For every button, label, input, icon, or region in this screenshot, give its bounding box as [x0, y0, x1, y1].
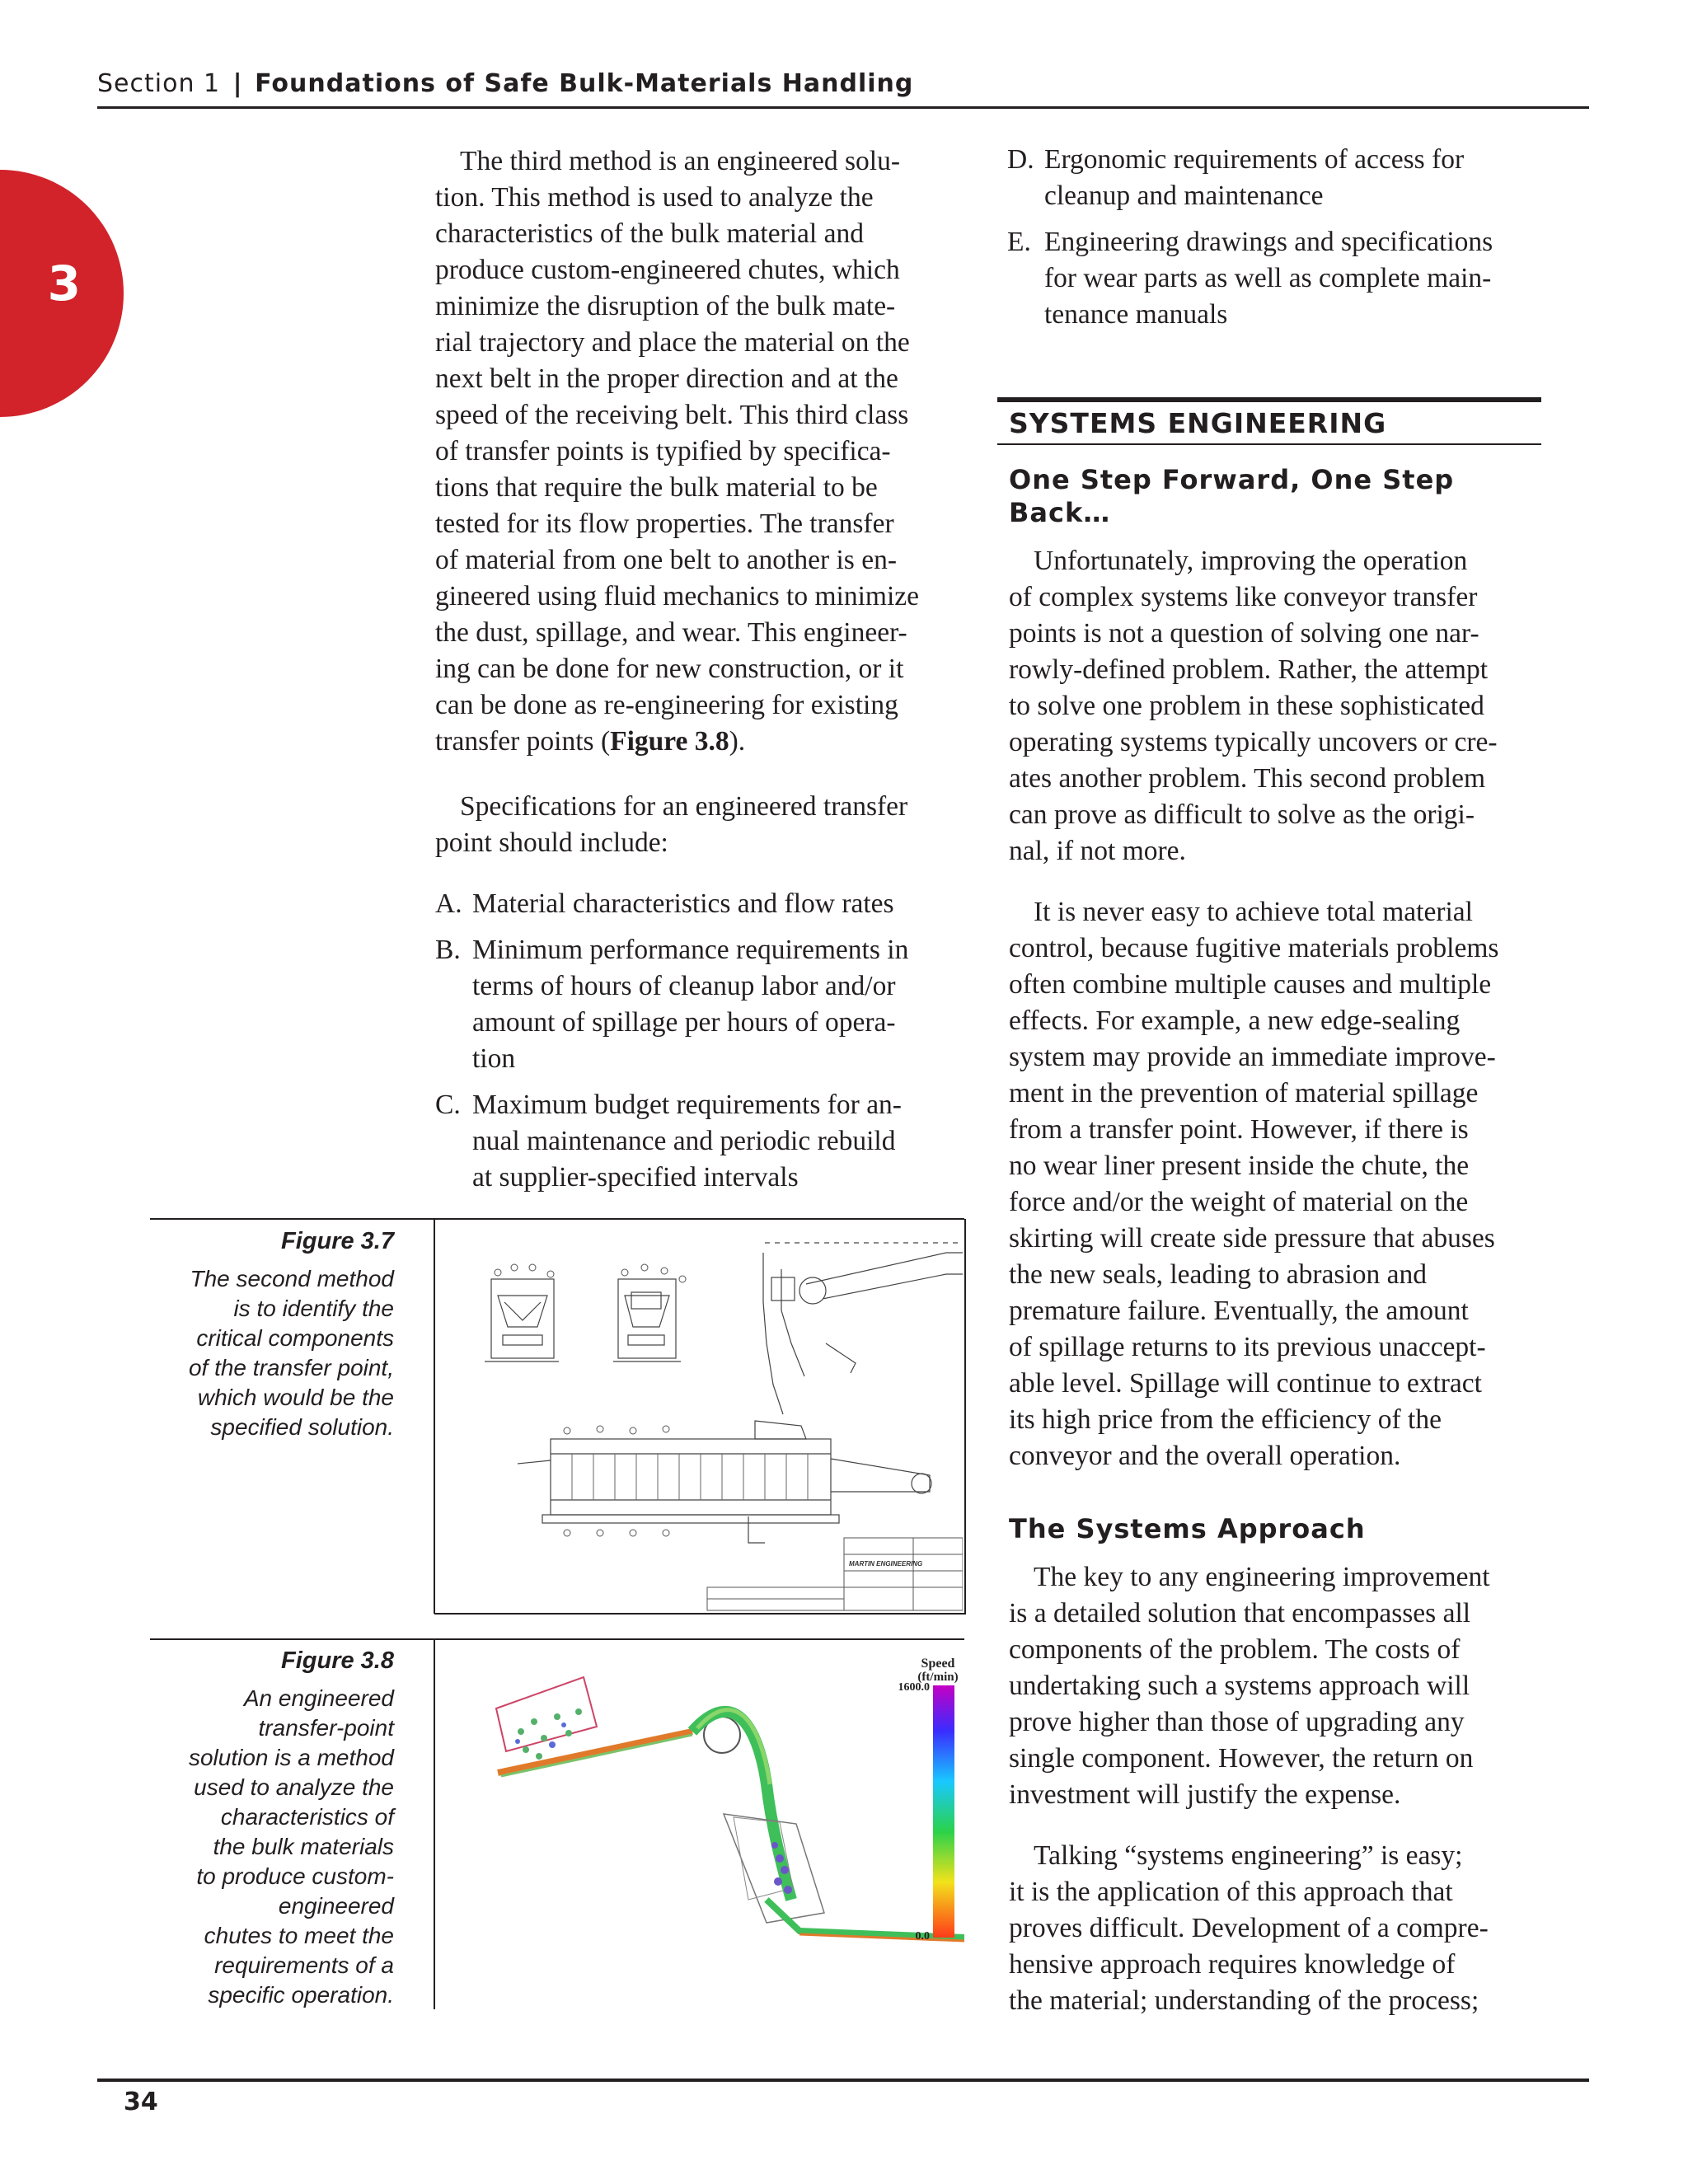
figure-3-8-flow-simulation — [486, 1652, 964, 1957]
subheading-systems-approach: The Systems Approach — [1009, 1513, 1366, 1544]
text-line: components of the problem. The costs of — [1009, 1634, 1461, 1665]
text-line: Engineering drawings and specifications — [1044, 227, 1493, 257]
text-line: can prove as difficult to solve as the origi- — [1009, 799, 1475, 830]
figure-3-8-caption — [150, 1644, 394, 2010]
text-line: of transfer points is typified by specifica- — [435, 436, 891, 466]
list-item — [435, 932, 967, 1077]
right-paragraph-3 — [1009, 1559, 1540, 1813]
caption-line: engineered — [278, 1893, 394, 1919]
text-line: effects. For example, a new edge-sealing — [1009, 1005, 1461, 1036]
text-line: single component. However, the return on — [1009, 1743, 1474, 1774]
text-line: minimize the disruption of the bulk mate- — [435, 291, 896, 321]
text-line: prove higher than those of upgrading any — [1009, 1707, 1465, 1737]
caption-line: specified solution. — [210, 1414, 394, 1440]
text-line: for wear parts as well as complete main- — [1044, 263, 1492, 293]
figure-label: Figure 3.8 — [281, 1647, 394, 1674]
figure-reference: Figure 3.8 — [610, 726, 729, 757]
caption-line: requirements of a — [214, 1952, 394, 1978]
spec-list-left — [435, 886, 967, 1196]
text-line: gineered using fluid mechanics to minimize — [435, 581, 920, 612]
text-line: cleanup and maintenance — [1044, 180, 1324, 211]
legend-min: 0.0 — [915, 1930, 930, 1943]
running-header — [97, 69, 1589, 109]
subheading-one-step — [1009, 463, 1536, 529]
text-line: ment in the prevention of material spillage — [1009, 1078, 1479, 1108]
text-line: to solve one problem in these sophisticated — [1009, 691, 1484, 721]
text-line: the material; understanding of the process; — [1009, 1985, 1479, 2016]
list-letter: C. — [435, 1090, 461, 1120]
left-paragraph-2 — [435, 789, 963, 861]
figure-3-8-rule — [150, 1638, 964, 1640]
text-line: often combine multiple causes and multiple — [1009, 969, 1492, 1000]
text-line: investment will justify the expense. — [1009, 1779, 1401, 1810]
caption-line: characteristics of — [220, 1804, 394, 1830]
page-number: 34 — [124, 2088, 158, 2116]
text-line: the dust, spillage, and wear. This engineer- — [435, 617, 907, 648]
text-line: tion. This method is used to analyze the — [435, 182, 874, 213]
cross-section-a — [491, 1279, 554, 1358]
text-line: Material characteristics and flow rates — [472, 888, 894, 919]
caption-line: critical components — [196, 1325, 394, 1351]
list-letter: A. — [435, 888, 462, 919]
section-label: Section 1 — [97, 69, 221, 98]
text-line: speed of the receiving belt. This third class — [435, 400, 909, 430]
title-block — [844, 1538, 963, 1610]
list-letter: D. — [1007, 144, 1034, 175]
caption-line: An engineered — [243, 1685, 394, 1711]
text-line: its high price from the efficiency of the — [1009, 1404, 1442, 1435]
text-line: Talking “systems engineering” is easy; — [1034, 1840, 1463, 1871]
text-fragment: transfer points ( — [435, 726, 611, 757]
caption-line: The second method — [190, 1266, 394, 1291]
chapter-tab — [0, 170, 124, 417]
header-rule — [97, 106, 1589, 109]
text-line: Specifications for an engineered transfer — [460, 791, 908, 822]
text-line: The key to any engineering improvement — [1034, 1562, 1490, 1592]
text-line: tion — [472, 1043, 516, 1074]
text-line: skirting will create side pressure that abuses — [1009, 1223, 1495, 1254]
figure-caption-text — [150, 1264, 394, 1442]
text-line: next belt in the proper direction and at the — [435, 363, 898, 394]
text-line: points is not a question of solving one nar- — [1009, 618, 1479, 649]
section-title: Foundations of Safe Bulk-Materials Handling — [255, 69, 914, 98]
text-line: point should include: — [435, 827, 668, 858]
right-paragraph-1 — [1009, 543, 1540, 869]
text-line — [435, 724, 963, 760]
text-line: no wear liner present inside the chute, the — [1009, 1151, 1470, 1181]
text-line: tions that require the bulk material to be — [435, 472, 878, 503]
text-line: force and/or the weight of material on the — [1009, 1187, 1469, 1217]
legend-title: Speed — [921, 1657, 955, 1671]
text-line: is a detailed solution that encompasses all — [1009, 1598, 1471, 1629]
text-line: rowly-defined problem. Rather, the attempt — [1009, 654, 1488, 685]
text-line: can be done as re-engineering for existing — [435, 690, 898, 720]
text-line: of complex systems like conveyor transfer — [1009, 582, 1478, 612]
caption-line: to produce custom- — [196, 1863, 394, 1889]
figure-3-7-caption — [150, 1225, 394, 1442]
cross-section-b — [618, 1279, 676, 1358]
text-line: control, because fugitive materials problems — [1009, 933, 1499, 963]
text-line: tested for its flow properties. The transfer — [435, 509, 894, 539]
list-letter: E. — [1007, 227, 1031, 257]
text-line: rial trajectory and place the material on the — [435, 327, 910, 358]
text-line: premature failure. Eventually, the amount — [1009, 1296, 1469, 1326]
text-line: at supplier-specified intervals — [472, 1162, 799, 1193]
conveyor-elevation — [551, 1439, 831, 1515]
list-item — [435, 886, 967, 922]
text-fragment: ). — [729, 726, 746, 757]
list-item — [1007, 142, 1543, 214]
text-line: The third method is an engineered solu- — [460, 146, 900, 176]
text-line: ates another problem. This second problem — [1009, 763, 1486, 794]
text-line: of spillage returns to its previous unaccept- — [1009, 1332, 1486, 1362]
text-line: Back… — [1009, 497, 1111, 528]
text-line: the new seals, leading to abrasion and — [1009, 1259, 1427, 1290]
text-line: It is never easy to achieve total material — [1034, 897, 1473, 927]
caption-line: which would be the — [197, 1385, 394, 1410]
left-paragraph-1 — [435, 143, 963, 760]
legend-unit: (ft/min) — [917, 1671, 959, 1684]
text-line: produce custom-engineered chutes, which — [435, 255, 900, 285]
caption-line: the bulk materials — [213, 1834, 394, 1859]
text-line: nual maintenance and periodic rebuild — [472, 1126, 896, 1156]
caption-line: chutes to meet the — [204, 1923, 394, 1948]
caption-line: used to analyze the — [194, 1774, 394, 1800]
text-line: nal, if not more. — [1009, 836, 1186, 866]
text-line: Unfortunately, improving the operation — [1034, 546, 1468, 576]
caption-line: is to identify the — [233, 1296, 394, 1321]
header-separator: | — [232, 69, 242, 98]
list-item — [1007, 224, 1543, 333]
speed-color-bar — [933, 1685, 954, 1938]
text-line: One Step Forward, One Step — [1009, 464, 1455, 495]
text-line: tenance manuals — [1044, 299, 1228, 330]
section-heading-text: SYSTEMS ENGINEERING — [1009, 407, 1387, 439]
section-heading — [997, 397, 1541, 445]
text-line: Maximum budget requirements for an- — [472, 1090, 902, 1120]
right-paragraph-2 — [1009, 894, 1540, 1474]
right-paragraph-4 — [1009, 1838, 1540, 2019]
text-line: able level. Spillage will continue to extract — [1009, 1368, 1482, 1399]
text-line: amount of spillage per hours of opera- — [472, 1007, 896, 1038]
text-line: Minimum performance requirements in — [472, 935, 909, 965]
text-line: Ergonomic requirements of access for — [1044, 144, 1465, 175]
text-line: undertaking such a systems approach will — [1009, 1671, 1470, 1701]
spec-list-right — [1007, 142, 1543, 333]
figure-label: Figure 3.7 — [281, 1228, 394, 1254]
text-line: ing can be done for new construction, or it — [435, 654, 904, 684]
title-block-logo: MARTIN ENGINEERING — [849, 1560, 923, 1568]
text-line: it is the application of this approach that — [1009, 1877, 1453, 1907]
figure-caption-text — [150, 1684, 394, 2010]
text-line: terms of hours of cleanup labor and/or — [472, 971, 896, 1001]
text-line: of material from one belt to another is en- — [435, 545, 897, 575]
caption-line: specific operation. — [208, 1982, 394, 2008]
figure-3-8-divider — [434, 1638, 435, 2009]
text-line: system may provide an immediate improve- — [1009, 1042, 1496, 1072]
text-line: operating systems typically uncovers or cre- — [1009, 727, 1498, 757]
list-letter: B. — [435, 935, 461, 965]
text-line: characteristics of the bulk material and — [435, 218, 864, 249]
chapter-number: 3 — [47, 255, 81, 312]
text-line: proves difficult. Development of a compre- — [1009, 1913, 1489, 1943]
caption-line: solution is a method — [188, 1745, 394, 1770]
text-line: conveyor and the overall operation. — [1009, 1441, 1401, 1471]
footer-rule — [97, 2079, 1589, 2082]
caption-line: of the transfer point, — [188, 1355, 394, 1380]
figure-3-7-engineering-drawing — [435, 1220, 963, 1612]
text-line: hensive approach requires knowledge of — [1009, 1949, 1456, 1980]
legend-max: 1600.0 — [898, 1681, 930, 1694]
text-line: from a transfer point. However, if there is — [1009, 1114, 1469, 1145]
caption-line: transfer-point — [258, 1715, 394, 1741]
list-item — [435, 1087, 967, 1196]
